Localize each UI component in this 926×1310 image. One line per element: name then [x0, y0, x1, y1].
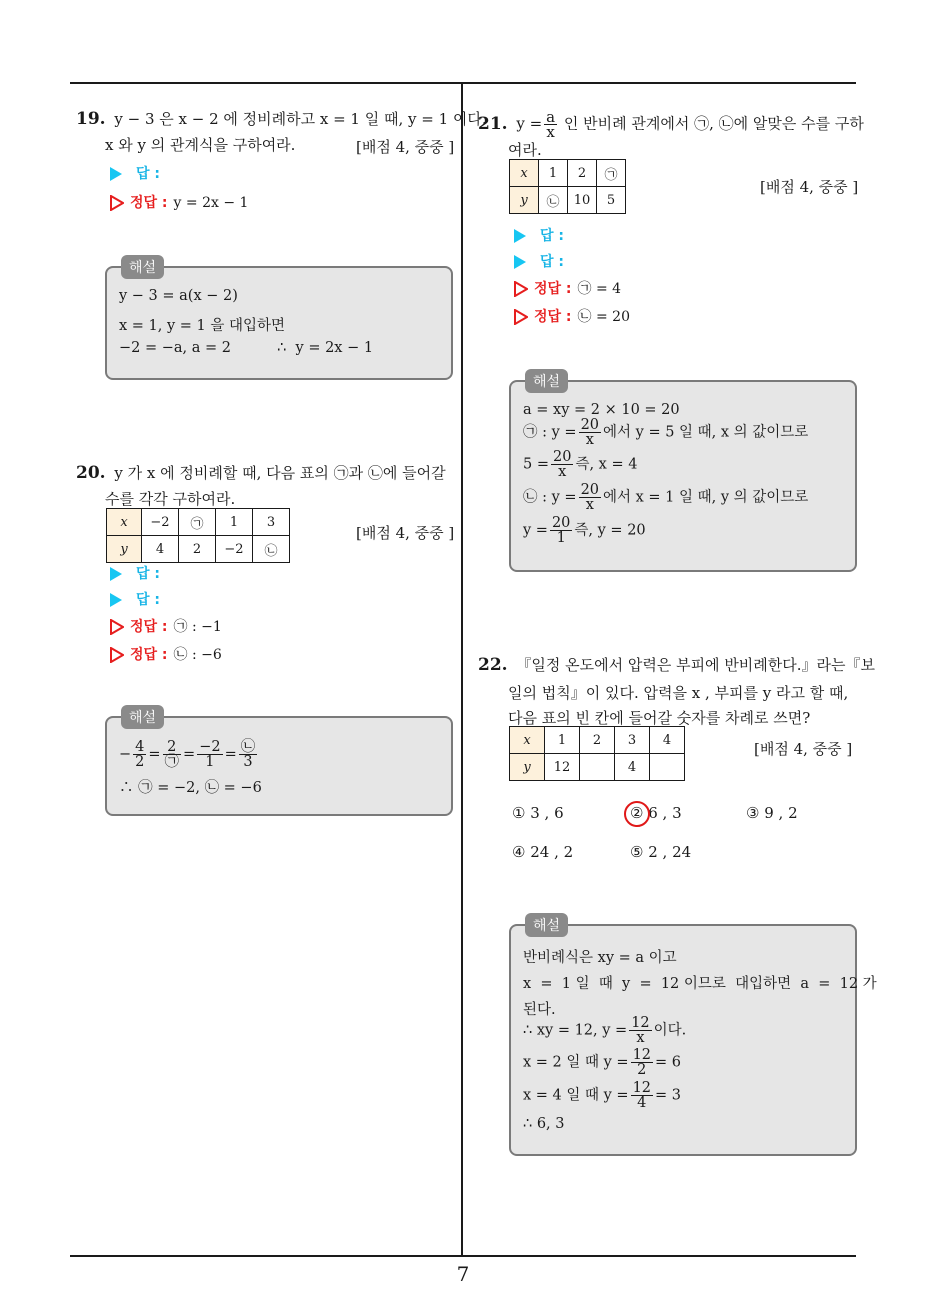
q22-sol-line-6: x = 4 일 때 y = $\frac{12}{4}$ = 3 [523, 1080, 681, 1111]
q19-solution-tag: 해설 [121, 255, 164, 279]
q19-correct-value: y = 2x − 1 [173, 195, 249, 211]
fraction: $\frac{4}{2}$ [135, 739, 145, 770]
top-rule [70, 82, 856, 84]
q21-answer-row-2 [514, 251, 564, 271]
fraction: $\frac{12}{2}$ [632, 1047, 652, 1078]
table-cell: ㉡ [539, 187, 568, 214]
q20-correct-row-1 [110, 616, 222, 636]
q20-line2: 수를 각각 구하여라. [105, 490, 236, 508]
cyan-triangle-icon [110, 567, 122, 581]
table-row [107, 509, 290, 536]
column-divider [461, 82, 463, 1257]
table-cell: 2 [580, 727, 615, 754]
q19-correct-label: 정답 : [130, 195, 168, 211]
q20-line1: y 가 x 에 정비례할 때, 다음 표의 ㉠과 ㉡에 들어갈 [114, 464, 446, 482]
q19-sol-line-2: x = 1, y = 1 을 대입하면 [119, 318, 286, 334]
q21-correct-row-2 [514, 306, 630, 326]
q22-solution-tag: 해설 [525, 913, 568, 937]
red-outline-triangle-icon [110, 195, 124, 211]
q22-solution-box [509, 918, 877, 1156]
bottom-rule [70, 1255, 856, 1257]
q20-sol-line-1: − $\frac{4}{2}$ = $\frac{2}{㉠}$ = $\frac{-2}{1}$ = $\frac{㉡}{3}$ [119, 739, 256, 770]
table-cell [650, 754, 685, 781]
q20-solution-tag: 해설 [121, 705, 164, 729]
q22-sol-line-2: x = 1 일 때 y = 12 이므로 대입하면 a = 12 가 [523, 976, 877, 992]
table-cell: 1 [545, 727, 580, 754]
q22-option-3[interactable]: ③ 9 , 2 [746, 804, 798, 822]
q19-answer-label: 답 : [136, 166, 160, 182]
q22-option-4[interactable]: ④ 24 , 2 [512, 843, 574, 861]
q22-line2: 일의 법칙』이 있다. 압력을 x , 부피를 y 라고 할 때, [508, 684, 849, 702]
q20-correct-label: 정답 : [130, 619, 168, 635]
q20-table [106, 508, 290, 563]
q21-answer-label: 답 : [540, 254, 564, 270]
cyan-triangle-icon [514, 255, 526, 269]
q22-sol-line-5: x = 2 일 때 y = $\frac{12}{2}$ = 6 [523, 1047, 681, 1078]
q21-sol-line-5: y = $\frac{20}{1}$ 즉, y = 20 [523, 515, 646, 546]
q20-sol-line-2: ∴ ㉠ = −2, ㉡ = −6 [119, 780, 262, 796]
table-cell: 4 [650, 727, 685, 754]
q22-line3: 다음 표의 빈 칸에 들어갈 숫자를 차례로 쓰면? [508, 709, 811, 727]
cyan-triangle-icon [110, 593, 122, 607]
q21-sol-line-4: ㉡ : y = $\frac{20}{x}$ 에서 x = 1 일 때, y 의 값이므로 [523, 482, 809, 513]
q20-answer-label: 답 : [136, 566, 160, 582]
q21-answer-row-1 [514, 225, 564, 245]
q20-solution-box [105, 710, 453, 816]
fraction: $\frac{2}{㉠}$ [164, 739, 180, 770]
table-cell: 4 [142, 536, 179, 563]
table-row [510, 187, 626, 214]
table-cell: 10 [568, 187, 597, 214]
q21-correct-value: ㉡ = 20 [577, 309, 630, 325]
q22-sol-line-7: ∴ 6, 3 [523, 1116, 565, 1132]
table-cell: 3 [253, 509, 290, 536]
q21-stem [478, 110, 864, 139]
q19-correct-row [110, 192, 248, 212]
q21-sol-line-3: 5 = $\frac{20}{x}$ 즉, x = 4 [523, 449, 638, 480]
q21-line1: 인 반비례 관계에서 ㉠, ㉡에 알맞은 수를 구하 [563, 114, 864, 133]
cyan-triangle-icon [110, 167, 122, 181]
q20-answer-row-1 [110, 563, 160, 583]
q19-number: 19. [76, 109, 106, 129]
table-row [510, 754, 685, 781]
q21-answer-label: 답 : [540, 228, 564, 244]
q19-score: [배점 4, 중중 ] [356, 138, 455, 156]
q22-line1: 『일정 온도에서 압력은 부피에 반비례한다.』라는『보 [516, 656, 876, 674]
q22-option-1[interactable]: ① 3 , 6 [512, 804, 564, 822]
red-outline-triangle-icon [514, 309, 528, 325]
table-cell: 2 [568, 160, 597, 187]
q22-option-5[interactable]: ⑤ 2 , 24 [630, 843, 692, 861]
q21-correct-label: 정답 : [534, 281, 572, 297]
q19-line2: x 와 y 의 관계식을 구하여라. [105, 136, 296, 154]
red-outline-triangle-icon [514, 281, 528, 297]
table-cell: 1 [539, 160, 568, 187]
fraction: $\frac{12}{4}$ [632, 1080, 652, 1111]
table-cell: 2 [179, 536, 216, 563]
table-cell: −2 [142, 509, 179, 536]
cyan-triangle-icon [514, 229, 526, 243]
table-cell: 12 [545, 754, 580, 781]
q21-correct-label: 정답 : [534, 309, 572, 325]
q19-stem [76, 106, 487, 133]
q20-stem [76, 460, 446, 487]
q20-correct-label: 정답 : [130, 647, 168, 663]
q21-sol-line-2: ㉠ : y = $\frac{20}{x}$ 에서 y = 5 일 때, x 의 값이므로 [523, 417, 809, 448]
fraction: $\frac{20}{x}$ [552, 449, 572, 480]
table-cell [580, 754, 615, 781]
q20-score: [배점 4, 중중 ] [356, 524, 455, 542]
fraction: $\frac{-2}{1}$ [199, 739, 221, 770]
page-number: 7 [456, 1262, 470, 1286]
q22-sol-line-4: ∴ xy = 12, y = $\frac{12}{x}$ 이다. [523, 1015, 687, 1046]
fraction: $\frac{12}{x}$ [631, 1015, 650, 1046]
q21-number: 21. [478, 113, 508, 134]
q20-correct-value: ㉠ : −1 [173, 619, 222, 635]
table-cell: x [510, 160, 539, 187]
table-cell: 4 [615, 754, 650, 781]
table-cell: ㉡ [253, 536, 290, 563]
table-cell: y [510, 187, 539, 214]
q22-stem [478, 652, 875, 679]
table-cell: ㉠ [597, 160, 626, 187]
q21-solution-box [509, 374, 857, 572]
q22-score: [배점 4, 중중 ] [754, 740, 853, 758]
q21-sol-line-1: a = xy = 2 × 10 = 20 [523, 402, 680, 418]
q21-solution-tag: 해설 [525, 369, 568, 393]
q22-sol-line-3: 된다. [523, 1002, 556, 1018]
selected-answer-circle-icon [624, 801, 650, 827]
table-cell: x [510, 727, 545, 754]
q19-answer-row [110, 163, 160, 183]
q21-pre: y = [516, 114, 543, 133]
q20-answer-row-2 [110, 589, 160, 609]
table-row [510, 160, 626, 187]
q19-line1: y − 3 은 x − 2 에 정비례하고 x = 1 일 때, y = 1 이다. [114, 110, 487, 128]
fraction: $\frac{20}{1}$ [551, 515, 571, 546]
q19-sol-line-1: y − 3 = a(x − 2) [119, 288, 238, 304]
fraction: $\frac{20}{x}$ [580, 417, 600, 448]
table-cell: 3 [615, 727, 650, 754]
q22-number: 22. [478, 655, 508, 675]
q21-table [509, 159, 626, 214]
q21-line2: 여라. [508, 141, 542, 159]
fraction: $\frac{㉡}{3}$ [240, 739, 256, 770]
fraction: $\frac{20}{x}$ [580, 482, 600, 513]
q21-correct-value: ㉠ = 4 [577, 281, 622, 297]
q19-solution-box [105, 260, 453, 380]
q21-correct-row-1 [514, 278, 621, 298]
red-outline-triangle-icon [110, 647, 124, 663]
table-cell: 1 [216, 509, 253, 536]
table-cell: y [107, 536, 142, 563]
table-cell: y [510, 754, 545, 781]
q20-answer-label: 답 : [136, 592, 160, 608]
q21-score: [배점 4, 중중 ] [760, 178, 859, 196]
table-row [107, 536, 290, 563]
table-cell: ㉠ [179, 509, 216, 536]
table-cell: 5 [597, 187, 626, 214]
q19-sol-line-3: −2 = −a, a = 2 ∴ y = 2x − 1 [119, 340, 374, 356]
q22-sol-line-1: 반비례식은 xy = a 이고 [523, 950, 677, 966]
q20-correct-value: ㉡ : −6 [173, 647, 222, 663]
table-row [510, 727, 685, 754]
q22-table [509, 726, 685, 781]
red-outline-triangle-icon [110, 619, 124, 635]
q20-number: 20. [76, 463, 106, 483]
table-cell: x [107, 509, 142, 536]
table-cell: −2 [216, 536, 253, 563]
fraction: $\frac{a}{x}$ [546, 108, 556, 141]
q20-correct-row-2 [110, 644, 222, 664]
q22-option-2[interactable]: ② 6 , 3 [630, 804, 682, 822]
